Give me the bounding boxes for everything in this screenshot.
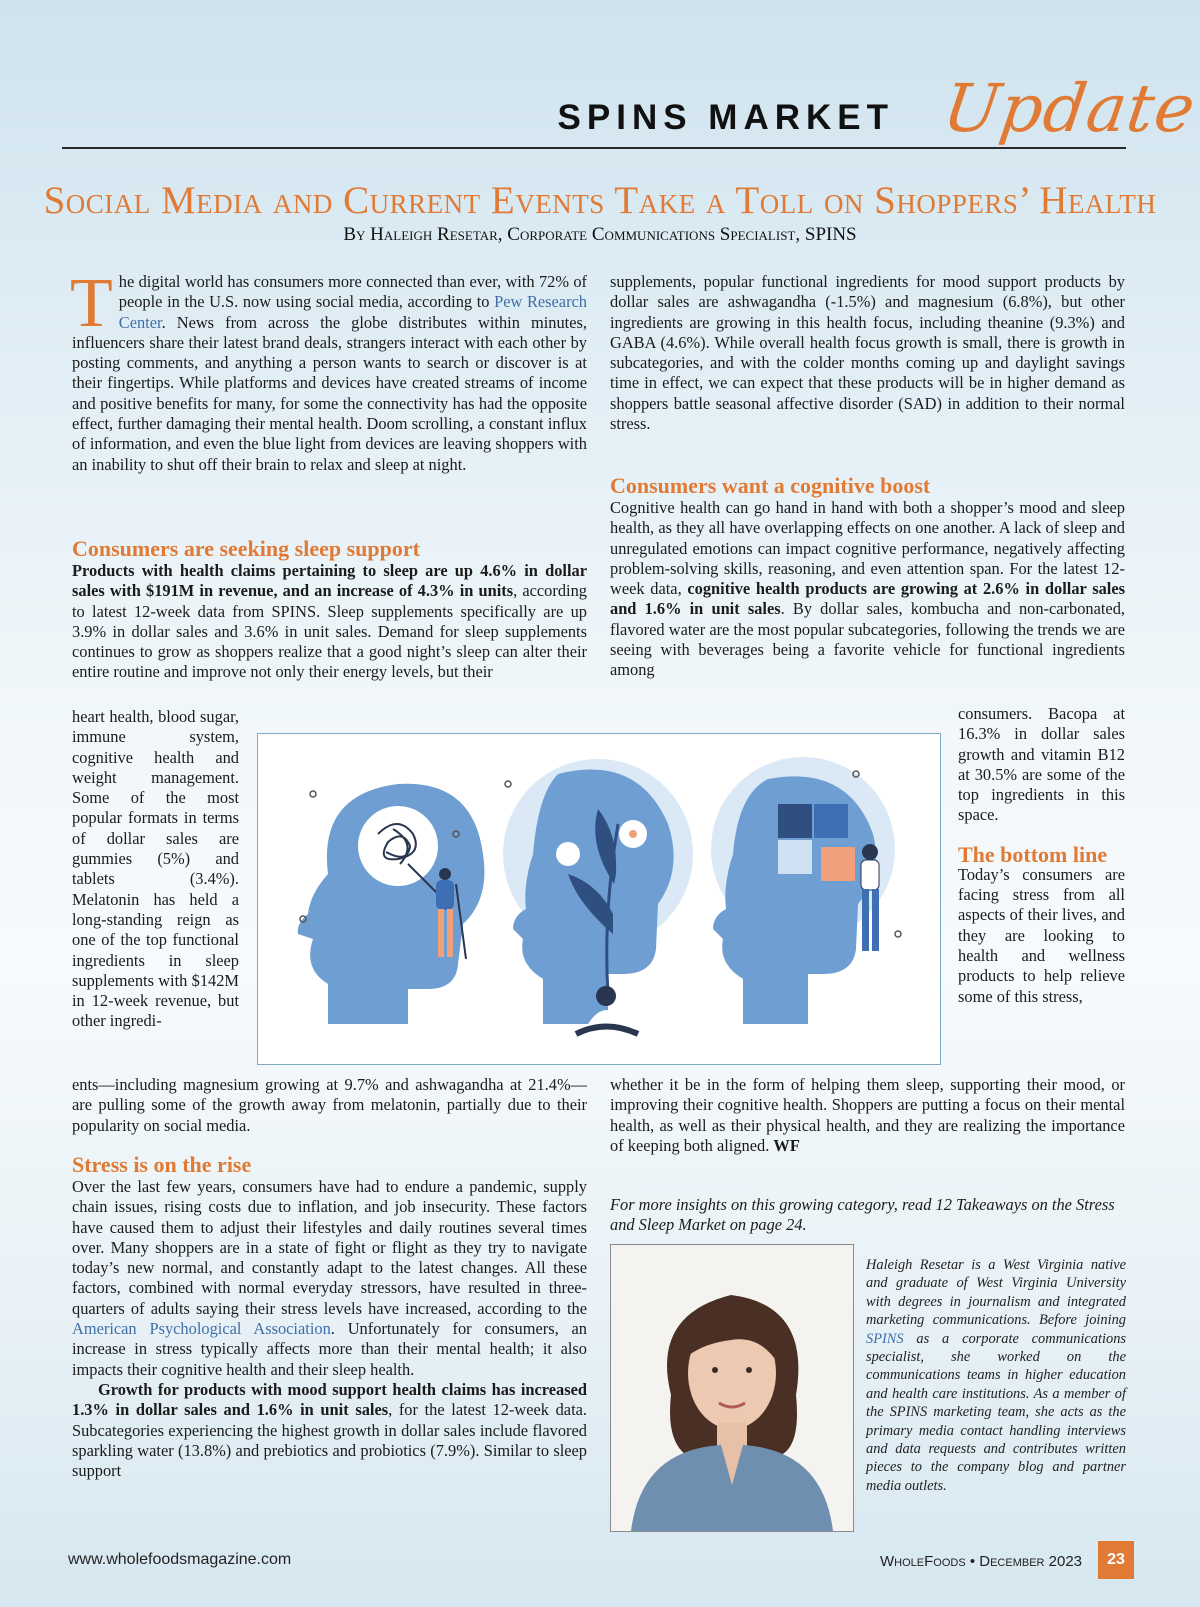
page-number: 23	[1098, 1541, 1134, 1579]
sleep-heading: Consumers are seeking sleep support	[72, 536, 420, 561]
head-flowers-icon	[503, 759, 693, 1034]
cognitive-paragraph: Cognitive health can go hand in hand with both a shopper’s mood and sleep health, as they all have overlapping effects on one another. A lack of sleep and unregulated emotions can impact cognitive performance, negatively affecting problem-solving skills, reasoning, and even attention span. For the latest 12-week data, cognitive health products are growing at 2.6% in dollar sales and 1.6% in unit sales. By dollar sales, kombucha and non-carbonated, flavored water are the most popular subcategories, following the trends we are seeing with beverages being a favorite vehicle for functional ingredients among	[610, 498, 1125, 680]
author-portrait-icon	[611, 1245, 853, 1531]
apa-link[interactable]: American Psychological Association	[72, 1319, 331, 1339]
right-column-top: supplements, popular functional ingredients for mood support products by dollar sales are ashwagandha (-1.5%) and magnesium (6.8%), but other ingredients are growing in this health focus, including theanine (9.3%) and GABA (4.6%). While overall health focus growth is small, there is growth in subcategories, and with the colder months coming up and daylight savings time in effect, we can expect that these products will be in higher demand as shoppers battle seasonal affective disorder (SAD) in addition to their normal stress.	[610, 272, 1125, 434]
sleep-wrap-column: heart health, blood sugar, immune system, cognitive health and weight management. Some of the most popular formats in terms of dollar sales are gummies (5%) and tablets (3.4%). Melatonin has held a long-standing reign as one of the top functional ingredients in sleep supplements with $142M in 12-week revenue, but other ingredi-	[72, 707, 239, 1031]
section-kicker-script: Update	[938, 70, 1200, 147]
author-photo	[610, 1244, 854, 1532]
author-bio: Haleigh Resetar is a West Virginia native and graduate of West Virginia University with degrees in journalism and integrated marketing communications. Before joining SPINS as a corporate communications specialist, she worked on the communications teams in higher education and health care institutions. As a member of the SPINS marketing team, she acts as the primary media contact handling interviews and data requests and contributes written pieces to the company blog and partner media outlets.	[866, 1257, 1126, 1494]
bottom-line-heading: The bottom line	[958, 841, 1108, 867]
footer-url[interactable]: www.wholefoodsmagazine.com	[68, 1551, 292, 1568]
header-rule	[62, 147, 1126, 149]
mood-paragraph: Growth for products with mood support health claims has increased 1.3% in dollar sales and 1.6% in unit sales, for the latest 12-week data. Subcategories experiencing the highest growth in dollar sales include flavored sparkling water (13.8%) and prebiotics and probiotics (7.9%). Similar to sleep support	[72, 1379, 587, 1481]
head-puzzle-icon	[711, 757, 901, 1024]
footer-issue: WholeFoods • December 2023	[880, 1553, 1083, 1570]
bottom-line-tail: whether it be in the form of helping them sleep, supporting their mood, or improving their cognitive health. Shoppers are putting a focus on their mental health, as well as their physical health, and they are realizing the importance of keeping both aligned. WF	[610, 1075, 1125, 1155]
insight-note: For more insights on this growing category, read 12 Takeaways on the Stress and Sleep Market on page 24.	[610, 1195, 1115, 1235]
pew-link[interactable]: Pew Research Center	[118, 292, 588, 332]
section-kicker: SPINS MARKET	[557, 98, 894, 137]
illustration	[257, 733, 941, 1065]
stress-section	[72, 1153, 587, 1481]
article-title: Social Media and Current Events Take a Toll on Shoppers’ Health	[43, 179, 1157, 222]
spins-link[interactable]: SPINS	[866, 1330, 904, 1347]
stress-paragraph: Over the last few years, consumers have had to endure a pandemic, supply chain issues, rising costs due to inflation, and job insecurity. These factors have caused them to adjust their lifestyles and daily routines several times over. Many shoppers are in a state of fight or flight as they try to navigate today’s new normal, and constantly adapt to the latest changes. All these factors, combined with normal everyday stressors, have resulted in three-quarters of adults saying their stress levels have increased, according to the American Psychological Association. Unfortunately for consumers, an increase in stress typically affects more than their mental health; it also impacts their cognitive health and their sleep health.	[72, 1177, 587, 1379]
dropcap: T	[70, 265, 113, 342]
cognitive-section	[610, 474, 1125, 681]
cognitive-heading: Consumers want a cognitive boost	[610, 473, 931, 498]
left-column-top	[70, 265, 588, 475]
signoff: WF	[773, 1135, 800, 1155]
sleep-tail: ents—including magnesium growing at 9.7% and ashwagandha at 21.4%—are pulling some of the growth away from melatonin, partially due to their popularity on social media.	[72, 1075, 587, 1135]
sleep-paragraph: Products with health claims pertaining to sleep are up 4.6% in dollar sales with $191M in revenue, and an increase of 4.3% in units, according to latest 12-week data from SPINS. Sleep supplements specifically are up 3.9% in dollar sales and 3.6% in unit sales. Demand for sleep supplements continues to grow as shoppers realize that a good night’s sleep can alter their entire routine and improve not only their energy levels, but their	[72, 561, 587, 682]
cognitive-wrap-column: consumers. Bacopa at 16.3% in dollar sales growth and vitamin B12 at 30.5% are some of the top ingredients in this space. The bottom line Today’s consumers are facing stress from all aspects of their lives, and they are looking to health and wellness products to help relieve some of this stress,	[958, 704, 1125, 1006]
sleep-section	[72, 537, 587, 683]
stress-heading: Stress is on the rise	[72, 1152, 252, 1177]
article-byline: By Haleigh Resetar, Corporate Communications Specialist, SPINS	[343, 224, 857, 245]
intro-paragraph: The digital world has consumers more connected than ever, with 72% of people in the U.S. now using social media, according to Pew Research Center. News from across the globe distributes within minutes, influencers share their latest brand deals, strangers interact with each other by posting comments, and anything a person wants to search or discover is at their fingertips. While platforms and devices have created streams of income and positive benefits for many, for some the connectivity has had the opposite effect, further damaging their mental health. Doom scrolling, a constant influx of information, and even the blue light from devices are leaving shoppers with an inability to shut off their brain to relax and sleep at night.	[70, 265, 588, 474]
mental-health-illustration	[258, 734, 940, 1064]
head-tangled-icon	[298, 784, 485, 1024]
